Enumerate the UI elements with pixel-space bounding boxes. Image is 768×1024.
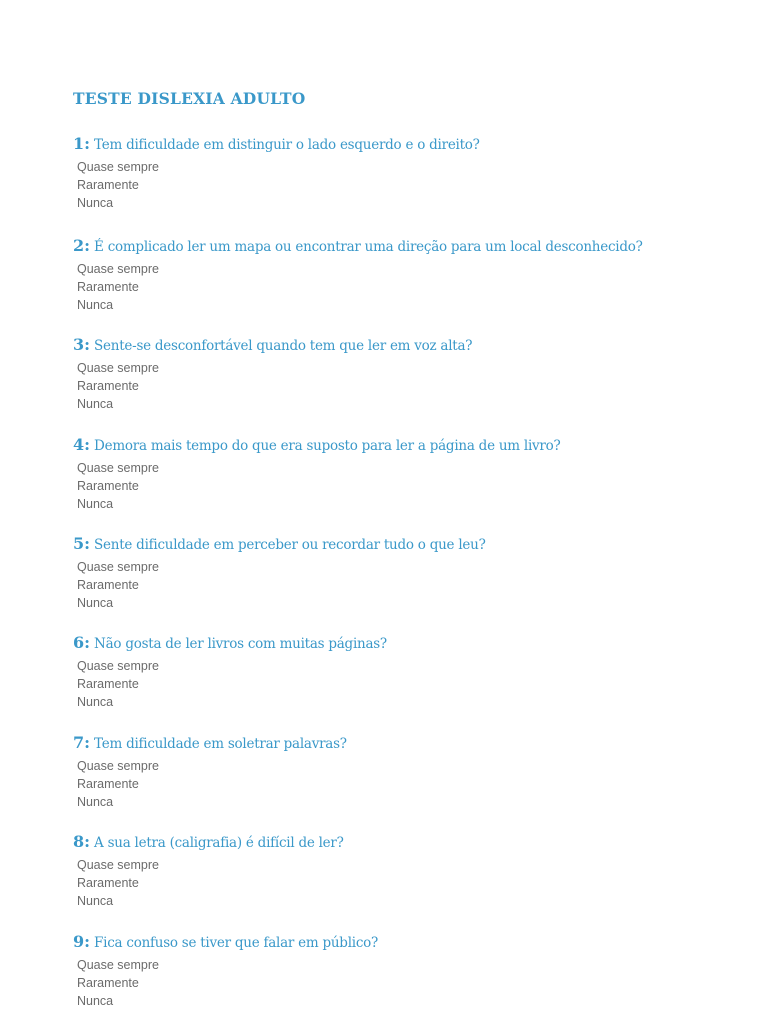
answer-options bbox=[73, 956, 753, 1010]
option-nunca[interactable]: Nunca bbox=[77, 994, 114, 1008]
option-raramente[interactable]: Raramente bbox=[77, 479, 139, 493]
answer-options bbox=[73, 757, 753, 811]
question-heading bbox=[73, 632, 753, 654]
question-number: 6: bbox=[73, 633, 91, 652]
option-quase-sempre[interactable]: Quase sempre bbox=[77, 461, 159, 475]
answer-options bbox=[73, 657, 753, 711]
option-nunca[interactable]: Nunca bbox=[77, 397, 114, 411]
option-raramente[interactable]: Raramente bbox=[77, 677, 139, 691]
question-heading bbox=[73, 931, 753, 953]
question-9 bbox=[73, 931, 753, 1010]
question-6 bbox=[73, 632, 753, 711]
question-number: 2: bbox=[73, 236, 91, 255]
option-raramente[interactable]: Raramente bbox=[77, 379, 139, 393]
question-number: 7: bbox=[73, 733, 91, 752]
question-text: Tem dificuldade em soletrar palavras? bbox=[94, 736, 347, 752]
option-nunca[interactable]: Nunca bbox=[77, 894, 114, 908]
option-nunca[interactable]: Nunca bbox=[77, 695, 114, 709]
option-nunca[interactable]: Nunca bbox=[77, 196, 114, 210]
question-heading bbox=[73, 732, 753, 754]
option-quase-sempre[interactable]: Quase sempre bbox=[77, 560, 159, 574]
answer-options bbox=[73, 158, 753, 212]
question-5 bbox=[73, 533, 753, 612]
option-quase-sempre[interactable]: Quase sempre bbox=[77, 659, 159, 673]
question-text: Não gosta de ler livros com muitas páginas? bbox=[94, 636, 387, 652]
question-heading bbox=[73, 434, 753, 456]
option-raramente[interactable]: Raramente bbox=[77, 777, 139, 791]
answer-options bbox=[73, 260, 753, 314]
option-quase-sempre[interactable]: Quase sempre bbox=[77, 361, 159, 375]
answer-options bbox=[73, 459, 753, 513]
option-nunca[interactable]: Nunca bbox=[77, 497, 114, 511]
question-number: 9: bbox=[73, 932, 91, 951]
option-quase-sempre[interactable]: Quase sempre bbox=[77, 958, 159, 972]
option-quase-sempre[interactable]: Quase sempre bbox=[77, 262, 159, 276]
question-text: É complicado ler um mapa ou encontrar uma direção para um local desconhecido? bbox=[94, 239, 643, 255]
option-raramente[interactable]: Raramente bbox=[77, 178, 139, 192]
option-nunca[interactable]: Nunca bbox=[77, 298, 114, 312]
question-text: Demora mais tempo do que era suposto para ler a página de um livro? bbox=[94, 438, 561, 454]
question-heading bbox=[73, 235, 753, 257]
question-number: 5: bbox=[73, 534, 91, 553]
page-title: TESTE DISLEXIA ADULTO bbox=[73, 89, 306, 108]
question-number: 1: bbox=[73, 134, 91, 153]
option-raramente[interactable]: Raramente bbox=[77, 280, 139, 294]
question-1 bbox=[73, 133, 753, 212]
question-text: Sente-se desconfortável quando tem que ler em voz alta? bbox=[94, 338, 473, 354]
question-4 bbox=[73, 434, 753, 513]
answer-options bbox=[73, 558, 753, 612]
question-text: Sente dificuldade em perceber ou recordar tudo o que leu? bbox=[94, 537, 486, 553]
option-quase-sempre[interactable]: Quase sempre bbox=[77, 160, 159, 174]
option-nunca[interactable]: Nunca bbox=[77, 596, 114, 610]
question-text: Tem dificuldade em distinguir o lado esquerdo e o direito? bbox=[94, 137, 480, 153]
option-quase-sempre[interactable]: Quase sempre bbox=[77, 858, 159, 872]
question-heading bbox=[73, 133, 753, 155]
option-raramente[interactable]: Raramente bbox=[77, 578, 139, 592]
answer-options bbox=[73, 359, 753, 413]
question-3 bbox=[73, 334, 753, 413]
question-8 bbox=[73, 831, 753, 910]
question-7 bbox=[73, 732, 753, 811]
question-number: 4: bbox=[73, 435, 91, 454]
question-number: 8: bbox=[73, 832, 91, 851]
question-text: Fica confuso se tiver que falar em público? bbox=[94, 935, 379, 951]
option-nunca[interactable]: Nunca bbox=[77, 795, 114, 809]
question-2 bbox=[73, 235, 753, 314]
option-quase-sempre[interactable]: Quase sempre bbox=[77, 759, 159, 773]
question-heading bbox=[73, 831, 753, 853]
question-heading bbox=[73, 533, 753, 555]
question-heading bbox=[73, 334, 753, 356]
question-text: A sua letra (caligrafia) é difícil de ler? bbox=[94, 835, 344, 851]
answer-options bbox=[73, 856, 753, 910]
option-raramente[interactable]: Raramente bbox=[77, 876, 139, 890]
question-number: 3: bbox=[73, 335, 91, 354]
option-raramente[interactable]: Raramente bbox=[77, 976, 139, 990]
